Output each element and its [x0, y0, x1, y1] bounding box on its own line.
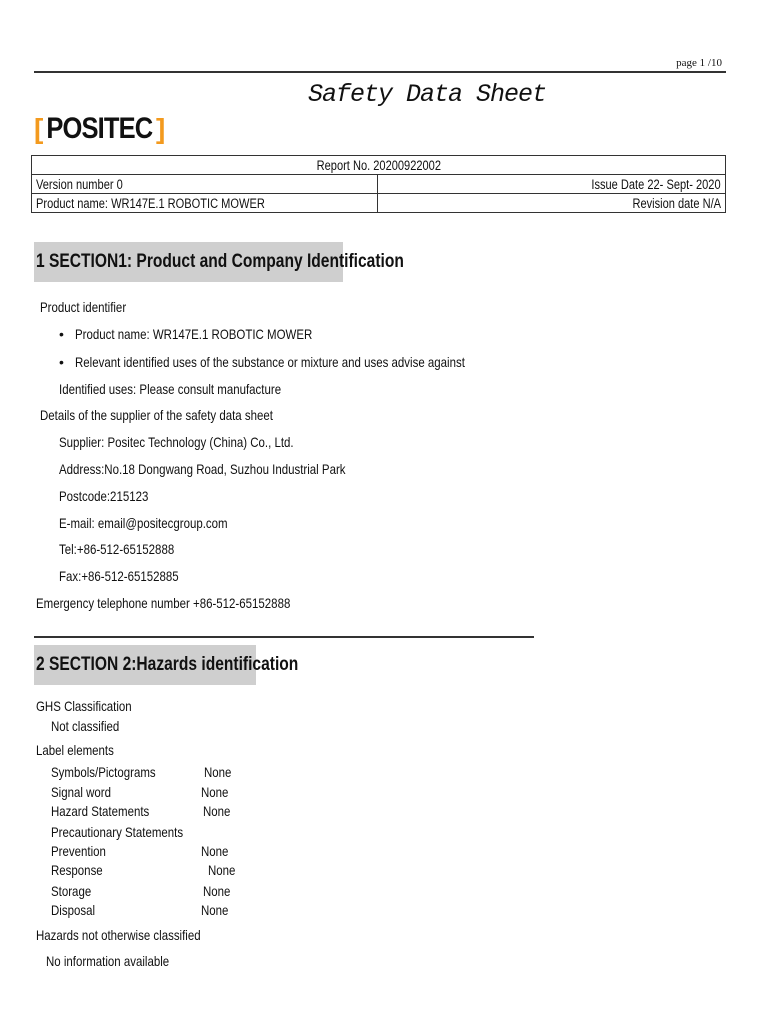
hazards-not-classified-label: Hazards not otherwise classified [36, 927, 201, 943]
row-value-prevention: None [201, 843, 229, 859]
row-value-signal-word: None [201, 784, 229, 800]
row-label-response: Response [51, 862, 103, 878]
revision-date-cell: Revision date N/A [378, 194, 726, 213]
positec-logo [34, 112, 165, 146]
row-value-disposal: None [201, 902, 229, 918]
ghs-classification-value: Not classified [51, 718, 120, 734]
row-label-hazard-statements: Hazard Statements [51, 803, 150, 819]
label-elements-label: Label elements [36, 742, 114, 758]
report-info-table [31, 155, 726, 213]
row-label-symbols: Symbols/Pictograms [51, 764, 156, 780]
section2-heading: 2 SECTION 2:Hazards identification [34, 645, 256, 685]
emergency-phone: Emergency telephone number +86-512-65152888 [36, 595, 291, 611]
row-label-disposal: Disposal [51, 902, 96, 918]
section1-heading: 1 SECTION1: Product and Company Identification [34, 242, 343, 282]
row-label-prevention: Prevention [51, 843, 106, 859]
product-identifier-label: Product identifier [40, 299, 127, 315]
product-name-cell: Product name: WR147E.1 ROBOTIC MOWER [32, 194, 378, 213]
section-divider [34, 636, 534, 638]
row-value-symbols: None [204, 764, 232, 780]
logo-left-bracket: [ [34, 113, 44, 144]
issue-date-cell: Issue Date 22- Sept- 2020 [378, 175, 726, 194]
row-value-storage: None [203, 883, 231, 899]
email: E-mail: email@positecgroup.com [59, 515, 228, 531]
document-title: Safety Data Sheet [308, 80, 547, 109]
row-value-response: None [208, 862, 236, 878]
row-label-signal-word: Signal word [51, 784, 111, 800]
fax: Fax:+86-512-65152885 [59, 568, 179, 584]
ghs-classification-label: GHS Classification [36, 698, 132, 714]
telephone: Tel:+86-512-65152888 [59, 541, 175, 557]
supplier-details-label: Details of the supplier of the safety data sheet [40, 407, 273, 423]
report-number-cell: Report No. 20200922002 [32, 156, 726, 175]
page-number: page 1 /10 [676, 57, 722, 69]
identified-uses: Identified uses: Please consult manufacture [59, 381, 282, 397]
address: Address:No.18 Dongwang Road, Suzhou Industrial Park [59, 461, 346, 477]
supplier: Supplier: Positec Technology (China) Co., Ltd. [59, 434, 294, 450]
bullet-relevant-uses: • Relevant identified uses of the substance or mixture and uses advise against [59, 354, 465, 370]
row-value-hazard-statements: None [203, 803, 231, 819]
row-label-storage: Storage [51, 883, 92, 899]
version-cell: Version number 0 [32, 175, 378, 194]
top-divider [34, 71, 726, 73]
postcode: Postcode:215123 [59, 488, 149, 504]
bullet-product-name: • Product name: WR147E.1 ROBOTIC MOWER [59, 326, 313, 342]
logo-right-bracket: ] [156, 113, 166, 144]
no-information-value: No information available [46, 953, 170, 969]
row-label-precautionary: Precautionary Statements [51, 824, 184, 840]
logo-wordmark: POSITEC [46, 112, 153, 145]
